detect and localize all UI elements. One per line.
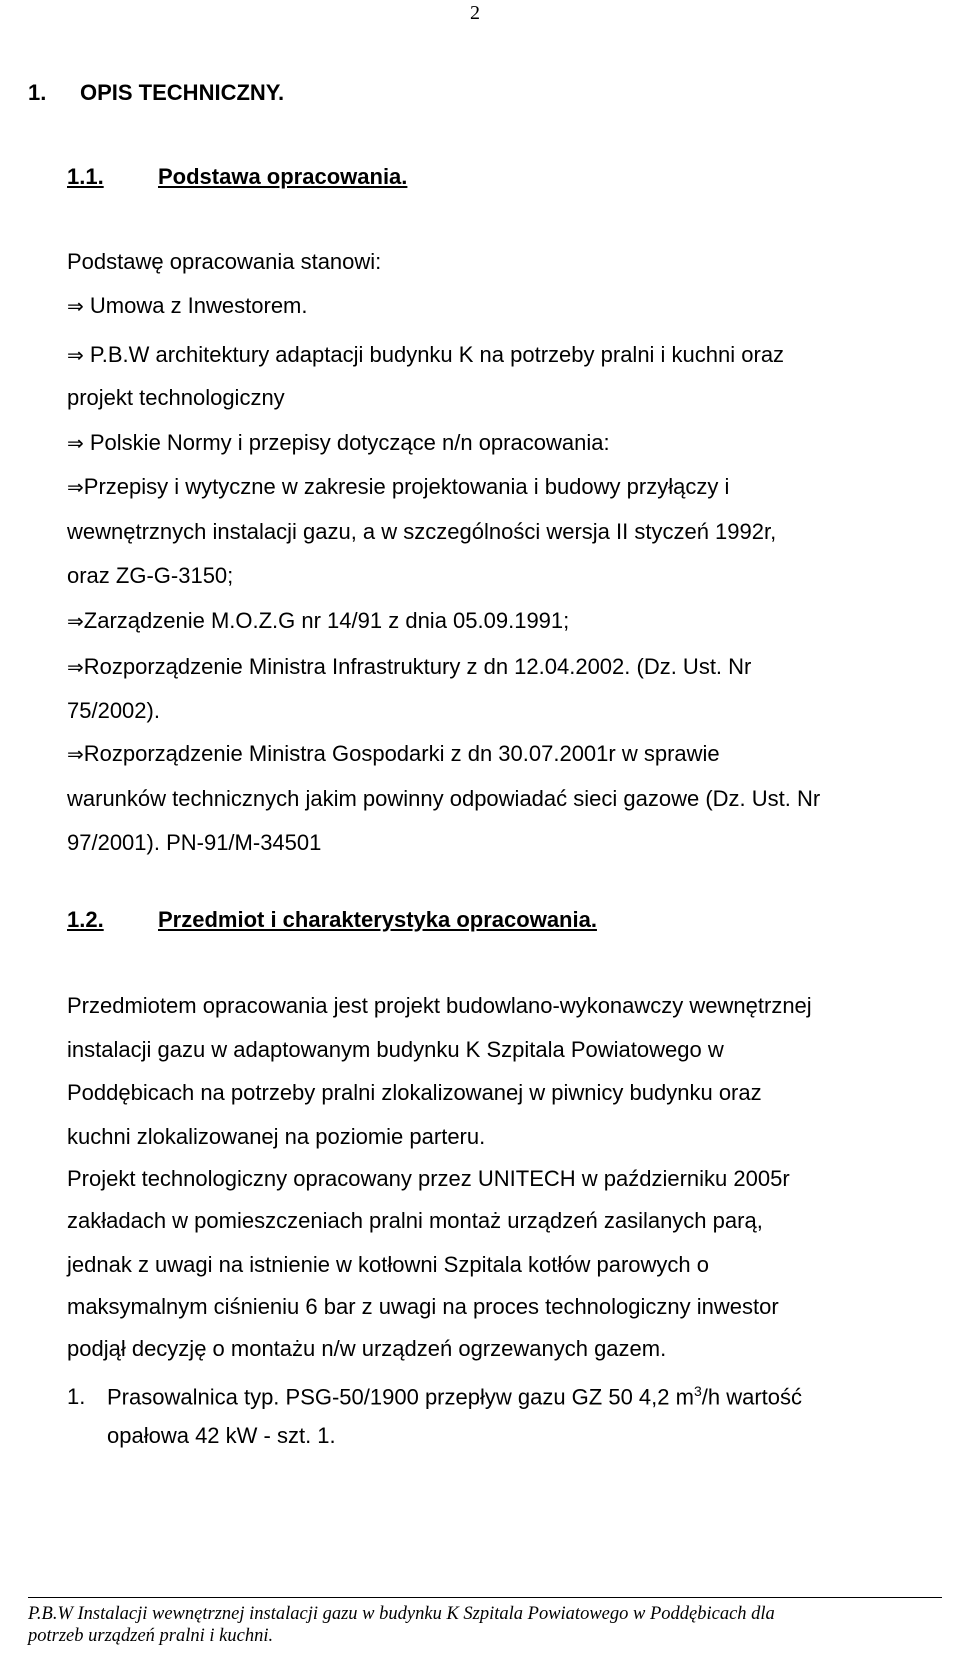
list-item	[67, 519, 776, 545]
list-item	[67, 741, 720, 767]
list-item	[67, 608, 569, 634]
section-title: Podstawa opracowania.	[158, 164, 408, 189]
list-item-continuation: opałowa 42 kW - szt. 1.	[107, 1423, 336, 1448]
item-number: 1.	[67, 1384, 86, 1410]
intro-text: Podstawę opracowania stanowi:	[67, 249, 382, 274]
list-item	[67, 430, 610, 456]
paragraph-line: jednak z uwagi na istnienie w kotłowni Szpitala kotłów parowych o	[67, 1252, 710, 1277]
list-item	[67, 654, 751, 680]
list-item-text: Przepisy i wytyczne w zakresie projektowania i budowy przyłączy i	[83, 474, 730, 499]
footer-line: potrzeb urządzeń pralni i kuchni.	[28, 1626, 274, 1646]
list-item	[67, 1378, 802, 1410]
item-text-end: /h wartość	[701, 1384, 803, 1410]
list-item	[67, 342, 784, 368]
list-item-text: warunków technicznych jakim powinny odpowiadać sieci gazowe (Dz. Ust. Nr	[67, 786, 821, 811]
item-text: Prasowalnica typ. PSG-50/1900 przepływ gazu GZ 50 4,2 m	[107, 1384, 694, 1410]
paragraph-line: zakładach w pomieszczeniach pralni montaż urządzeń zasilanych parą,	[67, 1208, 763, 1233]
paragraph-line: instalacji gazu w adaptowanym budynku K Szpitala Powiatowego w	[67, 1037, 724, 1062]
right-double-arrow-icon: ⇒	[67, 475, 84, 499]
section-number: 1.1.	[67, 164, 104, 189]
footer	[28, 1603, 948, 1647]
section-title: OPIS TECHNICZNY.	[80, 80, 285, 105]
footer-divider	[28, 1597, 942, 1598]
section-heading-1	[28, 80, 284, 106]
section-number: 1.2.	[67, 907, 104, 932]
paragraph-line: kuchni zlokalizowanej na poziomie parteru.	[67, 1124, 486, 1149]
list-item-text: oraz ZG-G-3150;	[67, 563, 234, 588]
section-number: 1.	[28, 80, 47, 105]
right-double-arrow-icon: ⇒	[67, 609, 84, 633]
list-item	[67, 474, 729, 500]
footer-line: P.B.W Instalacji wewnętrznej instalacji gazu w budynku K Szpitala Powiatowego w Poddębicach dla	[28, 1604, 775, 1624]
list-item	[67, 385, 285, 411]
list-item-text: Rozporządzenie Ministra Gospodarki z dn 30.07.2001r w sprawie	[83, 741, 720, 766]
section-title: Przedmiot i charakterystyka opracowania.	[158, 907, 597, 932]
list-item-text: wewnętrznych instalacji gazu, a w szczególności wersja II styczeń 1992r,	[67, 519, 777, 544]
list-item-text: projekt technologiczny	[67, 385, 285, 410]
page-number: 2	[470, 2, 480, 24]
paragraph-line: Projekt technologiczny opracowany przez UNITECH w październiku 2005r	[67, 1166, 790, 1191]
list-item-text: P.B.W architektury adaptacji budynku K na potrzeby pralni i kuchni oraz	[83, 342, 785, 367]
right-double-arrow-icon: ⇒	[67, 742, 84, 766]
right-double-arrow-icon: ⇒	[67, 431, 84, 455]
list-item-text: Zarządzenie M.O.Z.G nr 14/91 z dnia 05.09.1991;	[83, 608, 570, 633]
section-heading-1-2	[67, 907, 597, 933]
superscript: 3	[693, 1383, 702, 1399]
section-heading-1-1	[67, 164, 407, 190]
list-item-text: 75/2002).	[67, 698, 160, 723]
right-double-arrow-icon: ⇒	[67, 343, 84, 367]
list-item	[67, 293, 308, 319]
list-item-text: 97/2001). PN-91/M-34501	[67, 830, 322, 855]
list-item	[67, 698, 160, 724]
paragraph-line: maksymalnym ciśnieniu 6 bar z uwagi na proces technologiczny inwestor	[67, 1294, 779, 1319]
right-double-arrow-icon: ⇒	[67, 655, 84, 679]
right-double-arrow-icon: ⇒	[67, 294, 84, 318]
paragraph-line: Przedmiotem opracowania jest projekt budowlano-wykonawczy wewnętrznej	[67, 993, 812, 1018]
list-item-text: Umowa z Inwestorem.	[83, 293, 308, 318]
list-item	[67, 563, 233, 589]
list-item	[67, 786, 820, 812]
list-item-text: Rozporządzenie Ministra Infrastruktury z dn 12.04.2002. (Dz. Ust. Nr	[83, 654, 752, 679]
list-item-text: Polskie Normy i przepisy dotyczące n/n opracowania:	[83, 430, 610, 455]
list-item	[67, 830, 321, 856]
paragraph-line: Poddębicach na potrzeby pralni zlokalizowanej w piwnicy budynku oraz	[67, 1080, 762, 1105]
paragraph-line: podjął decyzję o montażu n/w urządzeń ogrzewanych gazem.	[67, 1336, 667, 1361]
